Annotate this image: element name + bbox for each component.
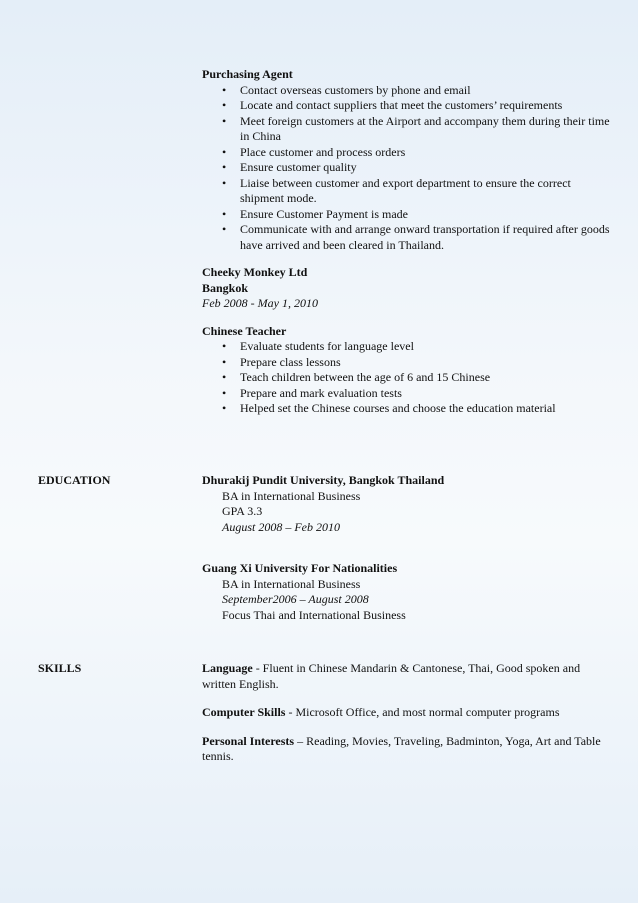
- list-item: • Teach children between the age of 6 and 15 Chinese: [202, 370, 612, 386]
- skill-computer: [202, 705, 612, 721]
- list-item: • Prepare and mark evaluation tests: [202, 386, 612, 402]
- company-location: Bangkok: [202, 280, 249, 295]
- study-dates: August 2008 – Feb 2010: [222, 519, 340, 534]
- list-item: • Liaise between customer and export department to ensure the correct shipment mode.: [202, 176, 612, 207]
- skill-interests: [202, 734, 612, 765]
- list-item: • Prepare class lessons: [202, 355, 612, 371]
- job-duties-list: [202, 83, 612, 254]
- list-item: • Ensure Customer Payment is made: [202, 207, 612, 223]
- list-item: • Evaluate students for language level: [202, 339, 612, 355]
- skill-label: Computer Skills: [202, 705, 286, 719]
- gpa: GPA 3.3: [222, 504, 263, 518]
- education-school-2: [202, 561, 612, 623]
- skill-label: Personal Interests: [202, 733, 295, 748]
- skill-text: - Fluent in Chinese Mandarin & Cantonese, Thai, Good spoken and written English.: [202, 661, 581, 691]
- education-school-1: [202, 473, 612, 535]
- job-title: Chinese Teacher: [202, 323, 287, 338]
- skills-block: [202, 661, 612, 765]
- education-section-label: EDUCATION: [38, 473, 111, 487]
- list-item: • Meet foreign customers at the Airport and accompany them during their time in China: [202, 114, 612, 145]
- list-item: • Place customer and process orders: [202, 145, 612, 161]
- company-name: Cheeky Monkey Ltd: [202, 265, 308, 279]
- job-duties-list: [202, 339, 612, 417]
- school-name: Dhurakij Pundit University, Bangkok Thailand: [202, 473, 445, 487]
- list-item: • Ensure customer quality: [202, 160, 612, 176]
- degree: BA in International Business: [222, 576, 361, 591]
- skills-section-label: SKILLS: [38, 661, 82, 675]
- list-item: • Contact overseas customers by phone and email: [202, 83, 612, 99]
- skill-text: - Microsoft Office, and most normal computer programs: [285, 705, 560, 719]
- skill-language: [202, 661, 612, 692]
- degree: BA in International Business: [222, 488, 361, 503]
- list-item: • Locate and contact suppliers that meet the customers’ requirements: [202, 98, 612, 114]
- list-item: • Communicate with and arrange onward transportation if required after goods have arrived and been cleared in Thailand.: [202, 222, 612, 253]
- job-title: Purchasing Agent: [202, 67, 293, 81]
- study-focus: Focus Thai and International Business: [222, 607, 406, 622]
- skill-text: – Reading, Movies, Traveling, Badminton, Yoga, Art and Table tennis.: [202, 733, 601, 763]
- skill-label: Language: [202, 661, 253, 675]
- study-dates: September2006 – August 2008: [222, 592, 369, 606]
- list-item: • Helped set the Chinese courses and choose the education material: [202, 401, 612, 417]
- employment-dates: Feb 2008 - May 1, 2010: [202, 296, 318, 310]
- school-name: Guang Xi University For Nationalities: [202, 561, 398, 575]
- job-chinese-teacher: [202, 265, 612, 417]
- job-purchasing-agent: [202, 67, 612, 253]
